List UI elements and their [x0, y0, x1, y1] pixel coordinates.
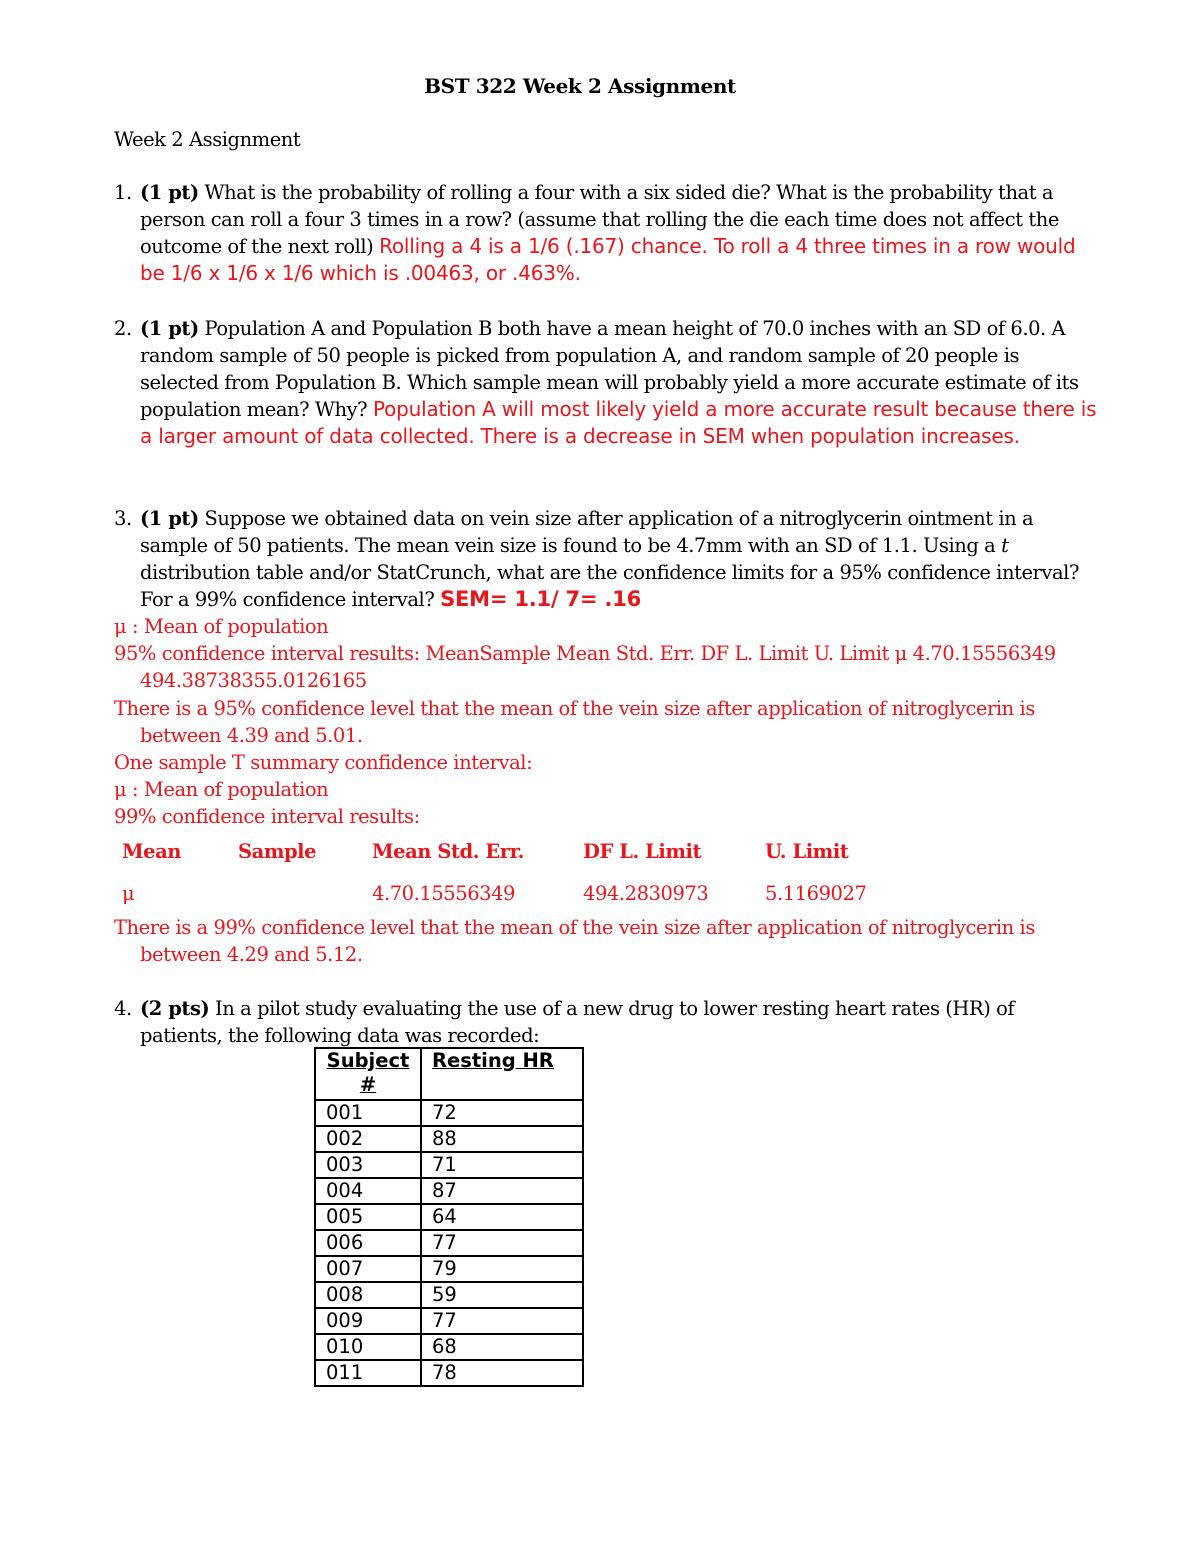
question-3-text-a: Suppose we obtained data on vein size after application of a nitroglycerin ointment in a sample of 50 patients. The mean vein size is found to be 4.7mm with an SD of 1.1. Using a — [140, 507, 1034, 557]
question-1-text: What is the probability of rolling a four with a six sided die? What is the probability that a person can roll a four 3 times in a row? (assume that rolling the die each time does not affect the outcome of the next roll) — [140, 181, 1059, 258]
question-1-points: (1 pt) — [140, 181, 199, 204]
ci99-header-ul: U. Limit — [765, 840, 849, 863]
table-row — [315, 1178, 583, 1204]
question-1-body — [140, 179, 1100, 287]
cell-subject: 001 — [315, 1100, 421, 1126]
ci99-header-df-ll: DF L. Limit — [583, 840, 702, 863]
cell-resting-hr: 68 — [421, 1334, 583, 1360]
question-2-number: 2. — [114, 317, 132, 340]
ci95-conclusion: There is a 95% confidence level that the mean of the vein size after application of nitroglycerin is between 4.39 and 5.01. — [114, 697, 1035, 747]
ci99-header-mean: Mean — [122, 840, 182, 863]
mu-definition-2: μ : Mean of population — [114, 778, 329, 801]
ci99-conclusion: There is a 99% confidence level that the mean of the vein size after application of nitroglycerin is between 4.29 and 5.12. — [114, 916, 1035, 966]
question-3-t-italic: t — [1001, 534, 1009, 557]
table-row — [315, 1360, 583, 1386]
table-body — [315, 1100, 583, 1386]
cell-subject: 003 — [315, 1152, 421, 1178]
question-1-answer: Rolling a 4 is a 1/6 (.167) chance. To roll a 4 three times in a row would be 1/6 x 1/6 x 1/6 which is .00463, or .463%. — [140, 234, 1076, 285]
question-1-number: 1. — [114, 181, 132, 204]
cell-resting-hr: 59 — [421, 1282, 583, 1308]
cell-subject: 010 — [315, 1334, 421, 1360]
sem-answer: SEM= 1.1/ 7= .16 — [440, 587, 642, 611]
header-resting-hr: Resting HR — [421, 1048, 583, 1100]
ci95-results-wrap — [114, 640, 1130, 694]
question-4-body — [140, 995, 1040, 1049]
cell-resting-hr: 72 — [421, 1100, 583, 1126]
cell-subject: 004 — [315, 1178, 421, 1204]
cell-resting-hr: 78 — [421, 1360, 583, 1386]
table-row — [315, 1256, 583, 1282]
cell-resting-hr: 88 — [421, 1126, 583, 1152]
cell-resting-hr: 79 — [421, 1256, 583, 1282]
table-row — [315, 1230, 583, 1256]
cell-resting-hr: 71 — [421, 1152, 583, 1178]
table-row — [315, 1282, 583, 1308]
cell-subject: 011 — [315, 1360, 421, 1386]
question-3-number: 3. — [114, 507, 132, 530]
cell-subject: 007 — [315, 1256, 421, 1282]
subtitle: Week 2 Assignment — [114, 128, 301, 151]
table-row — [315, 1126, 583, 1152]
question-4-text: In a pilot study evaluating the use of a new drug to lower resting heart rates (HR) of patients, the following data was recorded: — [140, 997, 1015, 1047]
cell-subject: 002 — [315, 1126, 421, 1152]
cell-resting-hr: 77 — [421, 1230, 583, 1256]
question-2-answer: Population A will most likely yield a more accurate result because there is a larger amount of data collected. There is a decrease in SEM when population increases. — [140, 397, 1097, 448]
question-2-text: Population A and Population B both have a mean height of 70.0 inches with an SD of 6.0. A random sample of 50 people is picked from population A, and random sample of 20 people is selected from Population B. Which sample mean will probably yield a more accurate estimate of its population mean? Why? — [140, 317, 1079, 421]
table-row — [315, 1334, 583, 1360]
question-2-body — [140, 315, 1100, 450]
ci99-value-mean: μ — [122, 882, 135, 905]
cell-subject: 006 — [315, 1230, 421, 1256]
question-3-body — [140, 505, 1100, 613]
question-3-text-b: distribution table and/or StatCrunch, what are the confidence limits for a 95% confidence interval? For a 99% confidence interval? — [140, 561, 1079, 611]
ci99-value-se: 4.70.15556349 — [372, 882, 516, 905]
ci99-value-df-ll: 494.2830973 — [583, 882, 709, 905]
table-header-row — [315, 1048, 583, 1100]
cell-subject: 008 — [315, 1282, 421, 1308]
table-row — [315, 1100, 583, 1126]
question-3-points: (1 pt) — [140, 507, 199, 530]
table-row — [315, 1152, 583, 1178]
question-2-points: (1 pt) — [140, 317, 199, 340]
one-sample-label: One sample T summary confidence interval: — [114, 751, 533, 774]
ci99-header-sample: Sample — [238, 840, 317, 863]
table-row — [315, 1308, 583, 1334]
cell-subject: 005 — [315, 1204, 421, 1230]
ci95-results: 95% confidence interval results: MeanSample Mean Std. Err. DF L. Limit U. Limit μ 4.70.15556349 494.38738355.0126165 — [114, 642, 1056, 692]
ci99-header-se: Mean Std. Err. — [372, 840, 525, 863]
cell-subject: 009 — [315, 1308, 421, 1334]
resting-hr-table — [314, 1047, 584, 1387]
table-row — [315, 1204, 583, 1230]
header-subject: Subject # — [315, 1048, 421, 1100]
question-4-points: (2 pts) — [140, 997, 210, 1020]
cell-resting-hr: 87 — [421, 1178, 583, 1204]
mu-definition-1: μ : Mean of population — [114, 615, 329, 638]
cell-resting-hr: 64 — [421, 1204, 583, 1230]
question-4-number: 4. — [114, 997, 132, 1020]
cell-resting-hr: 77 — [421, 1308, 583, 1334]
page-title: BST 322 Week 2 Assignment — [424, 74, 736, 98]
ci99-value-ul: 5.1169027 — [765, 882, 867, 905]
ci99-label: 99% confidence interval results: — [114, 805, 420, 828]
